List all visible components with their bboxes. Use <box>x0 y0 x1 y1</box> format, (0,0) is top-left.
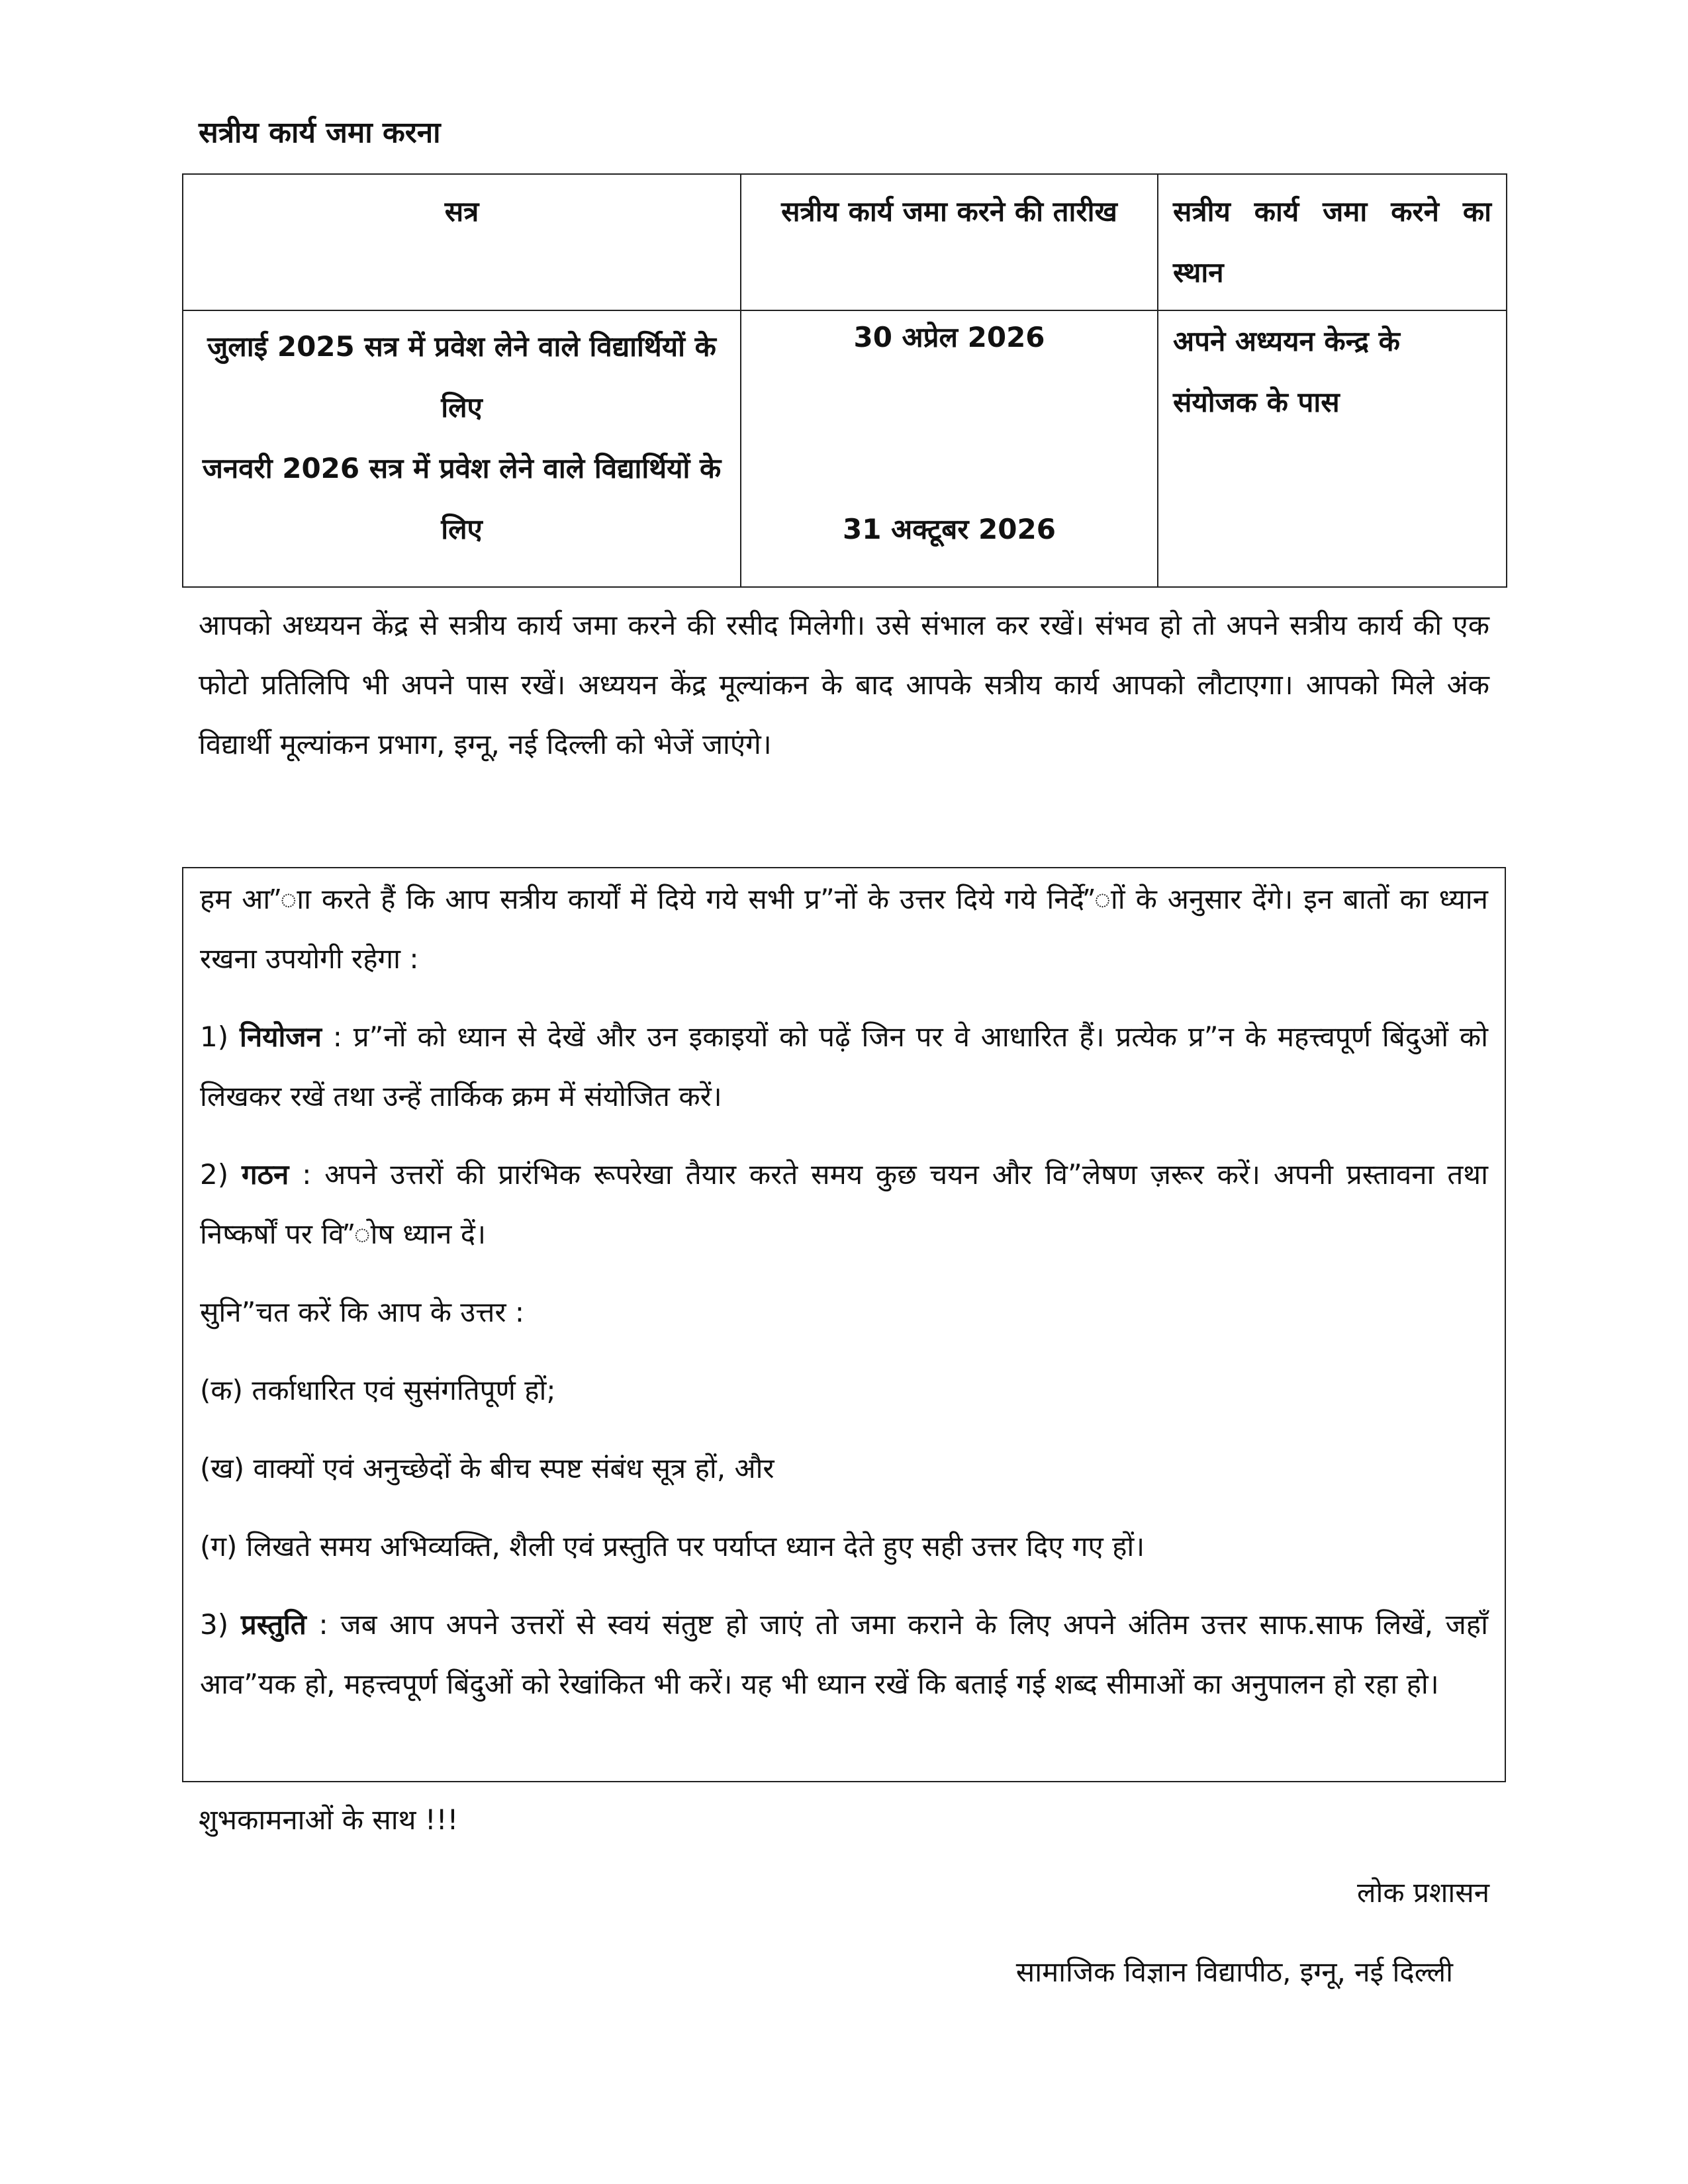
guideline-planning <box>200 1007 1488 1126</box>
organisation-title: गठन <box>242 1158 289 1191</box>
session-cell <box>183 310 741 587</box>
planning-number: 1) <box>200 1021 229 1053</box>
organisation-text: : अपने उत्तरों की प्रारंभिक रूपरेखा तैयार करते समय कुछ चयन और वि”लेषण ज़रूर करें। अपनी प्रस्तावना तथा निष्कर्षों पर वि”ोष ध्यान दें। <box>200 1158 1488 1250</box>
planning-text: : प्र”नों को ध्यान से देखें और उन इकाइयों को पढ़ें जिन पर वे आधारित हैं। प्रत्येक प्र”न के महत्त्वपूर्ण बिंदुओं को लिखकर रखें तथा उन्हें तार्किक क्रम में संयोजित करें। <box>200 1021 1488 1113</box>
ensure-item-a: (क) तर्काधारित एवं सुसंगतिपूर्ण हों; <box>200 1374 556 1406</box>
page-heading: सत्रीय कार्य जमा करना <box>199 116 441 150</box>
ensure-item-b: (ख) वाक्यों एवं अनुच्छेदों के बीच स्पष्ट संबंध सूत्र हों, और <box>200 1452 774 1484</box>
place-cell: अपने अध्ययन केन्द्र के संयोजक के पास <box>1158 310 1507 587</box>
guidelines-intro: हम आ”ाा करते हैं कि आप सत्रीय कार्यों में दिये गये सभी प्र”नों के उत्तर दिये गये निर्दे”ाों के अनुसार देंगे। इन बातों का ध्यान रखना उपयोगी रहेगा : <box>200 883 1488 975</box>
guideline-presentation <box>200 1595 1488 1714</box>
closing-wishes: शुभकामनाओं के साथ !!! <box>199 1803 459 1836</box>
header-submission-place: सत्रीय कार्य जमा करने का स्थान <box>1158 174 1507 310</box>
header-session: सत्र <box>183 174 741 310</box>
planning-title: नियोजन <box>239 1021 322 1053</box>
ensure-intro: सुनि”चत करें कि आप के उत्तर : <box>200 1296 525 1328</box>
submission-schedule-table <box>182 173 1507 588</box>
presentation-number: 3) <box>200 1608 229 1641</box>
guideline-organisation <box>200 1145 1488 1264</box>
answer-guidelines-box <box>182 867 1506 1782</box>
date-january-session: 31 अक्टूबर 2026 <box>843 513 1056 545</box>
session-july-2025: जुलाई 2025 सत्र में प्रवेश लेने वाले विद्यार्थियों के लिए <box>207 330 716 424</box>
table-header-row <box>183 174 1507 310</box>
table-row <box>183 310 1507 587</box>
date-cell <box>741 310 1158 587</box>
department-name: लोक प्रशासन <box>1357 1876 1489 1909</box>
session-january-2026: जनवरी 2026 सत्र में प्रवेश लेने वाले विद्यार्थियों के लिए <box>202 452 722 545</box>
school-name: सामाजिक विज्ञान विद्यापीठ, इग्नू, नई दिल्ली <box>1015 1956 1453 1988</box>
date-july-session: 30 अप्रेल 2026 <box>853 321 1045 353</box>
receipt-note: आपको अध्ययन केंद्र से सत्रीय कार्य जमा करने की रसीद मिलेगी। उसे संभाल कर रखें। संभव हो तो अपने सत्रीय कार्य की एक फोटो प्रतिलिपि भी अपने पास रखें। अध्ययन केंद्र मूल्यांकन के बाद आपके सत्रीय कार्य आपको लौटाएगा। आपको मिले अंक विद्यार्थी मूल्यांकन प्रभाग, इग्नू, नई दिल्ली को भेजें जाएंगे। <box>199 609 1489 760</box>
header-submission-date: सत्रीय कार्य जमा करने की तारीख <box>741 174 1158 310</box>
organisation-number: 2) <box>200 1158 229 1191</box>
ensure-item-c: (ग) लिखते समय अभिव्यक्ति, शैली एवं प्रस्तुति पर पर्याप्त ध्यान देते हुए सही उत्तर दिए गए हों। <box>200 1530 1145 1563</box>
presentation-title: प्रस्तुति <box>240 1608 306 1641</box>
presentation-text: : जब आप अपने उत्तरों से स्वयं संतुष्ट हो जाएं तो जमा कराने के लिए अपने अंतिम उत्तर साफ.साफ लिखें, जहाँ आव”यक हो, महत्त्वपूर्ण बिंदुओं को रेखांकित भी करें। यह भी ध्यान रखें कि बताई गई शब्द सीमाओं का अनुपालन हो रहा हो। <box>200 1608 1488 1700</box>
